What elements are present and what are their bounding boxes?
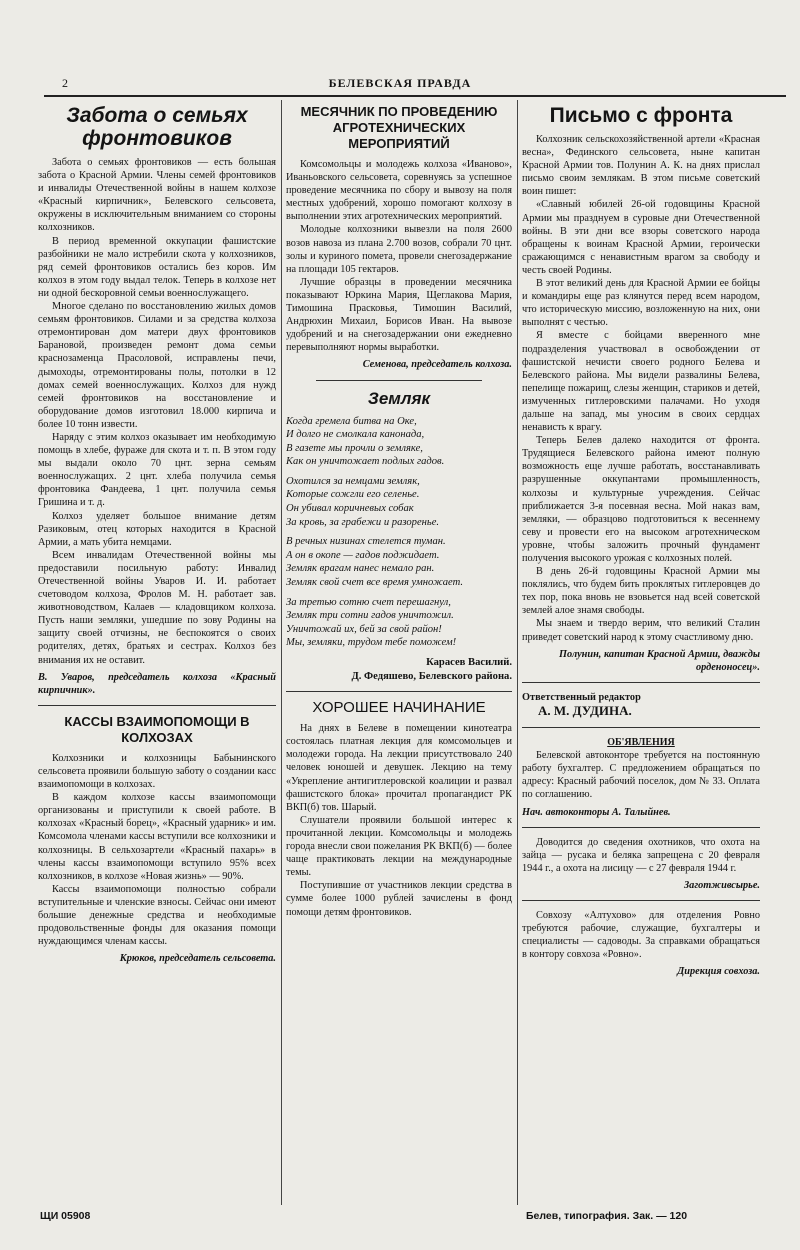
article-signature: Крюков, председатель сельсовета. xyxy=(119,953,276,965)
article-mutual-aid xyxy=(38,714,276,966)
editor-line xyxy=(522,691,760,719)
announcement-text: Белевской автоконторе требуется на постоянную работу бухгалтер. С предложением обращаться по адресу: Красный рабочий поселок, дом № 33. Оплата по соглашению. xyxy=(522,750,760,801)
article-front-letter xyxy=(522,104,760,674)
poem-line: Земляк три сотни гадов уничтожил. xyxy=(286,610,454,622)
poem-line: И долго не смолкала канонада, xyxy=(286,429,425,441)
poem-stanza xyxy=(286,415,512,469)
article-paragraph: Теперь Белев далеко находится от фронта. Трудящиеся Белевского района имеют полную возможность еще лучше работать, восстанавливать разрушенные оккупантами промышленность, колхозы и культурные учреждения. Сейчас приближается 3-я посевная весна. Мой наказ вам, земляки, — образцово подготовиться к весеннему севу и провести его на высоком агротехническом уровне, чтобы заложить прочный фундамент получения высокого урожая с колхозных полей. xyxy=(522,435,760,564)
masthead-rule xyxy=(44,95,786,97)
article-divider xyxy=(316,380,482,381)
poem-line: В речных низинах стелется туман. xyxy=(286,536,446,548)
announcement-signature: Заготживсырье. xyxy=(683,879,760,891)
article-divider xyxy=(38,705,276,706)
announcements xyxy=(522,736,760,978)
article-paragraph: Колхозник сельскохозяйственной артели «Красная весна», Фединского сельсовета, ныне капитан Красной Армии тов. Полунин А. К. на днях прислал письмо своим землякам. В этом письме советский воин пишет: xyxy=(522,134,760,198)
article-signature: Полунин, капитан Красной Армии, дважды орденоносец». xyxy=(559,648,760,673)
article-paragraph: Молодые колхозники вывезли на поля 2600 возов навоза из плана 2.700 возов, собрали 70 цнт. золы и куриного помета, провели снегозадержание на площади 105 гектаров. xyxy=(286,224,512,275)
article-paragraph: Слушатели проявили большой интерес к прочитанной лекции. Комсомольцы и молодежь города внесли свои пожелания РК ВКП(б) — более чаще практиковать лекции на международные темы. xyxy=(286,814,512,879)
poem-place: Д. Федяшево, Белевского района. xyxy=(351,670,512,682)
article-paragraph: В этот великий день для Красной Армии ее бойцы и командиры еще раз клянутся перед всем народом, что историческую миссию, возложенную на них, они выполнят с честью. xyxy=(522,278,760,329)
article-paragraph: В период временной оккупации фашистские разбойники не мало истребили скота у колхозников, ряд семей фронтовиков остались без коров. Им колхоз в этом году выдал телок. Теперь в колхозе нет ни одной бескоровной семьи военнослужащего. xyxy=(38,235,276,299)
poem-line: А он в окопе — гадов поджидает. xyxy=(286,549,440,561)
poem-stanza xyxy=(286,535,512,589)
poem-line: Охотился за немцами земляк, xyxy=(286,475,420,487)
column-3 xyxy=(522,100,760,978)
article-paragraph: Колхоз уделяет большое внимание детям Разиковым, отец которых находится в Красной Армии, а мать убита немцами. xyxy=(38,510,276,548)
poem-line: Мы, земляки, трудом тебе поможем! xyxy=(286,637,457,649)
poem-line: Земляк врагам нанес немало ран. xyxy=(286,563,435,575)
poem-line: Как он уничтожает подлых гадов. xyxy=(286,456,445,468)
poem-line: В газете мы прочли о земляке, xyxy=(286,442,423,454)
poem-stanza xyxy=(286,596,512,650)
announcement-divider xyxy=(522,900,760,901)
article-title: МЕСЯЧНИК ПО ПРОВЕДЕНИЮ АГРОТЕХНИЧЕСКИХ МЕРОПРИЯТИЙ xyxy=(300,104,498,151)
poem-stanza xyxy=(286,475,512,529)
article-signature: Семенова, председатель колхоза. xyxy=(362,359,512,371)
article-paragraph: Лучшие образцы в проведении месячника показывают Юркина Мария, Щеглакова Мария, Тимошина Прасковья, Тимошин Василий, Андрюхин Михаил, Борисов Иван. На вывозе удобрений и на снегозадержании они ежедневно перевыполняют нормы выработки. xyxy=(286,276,512,354)
article-paragraph: Я вместе с бойцами вверенного мне подразделения участвовал в освобождении от фашистской нечисти своего родного Белева и Белевского района. Мы видели развалины Белева, пепелище пожарищ, слезы женщин, стариков и детей, измученных гитлеровскими палачами. Но уходя дальше на запад, мы уносим в своих сердцах ненависть к врагу. xyxy=(522,330,760,434)
editor-name: А. М. ДУДИНА. xyxy=(538,702,632,718)
article-title: КАССЫ ВЗАИМОПОМОЩИ В КОЛХОЗАХ xyxy=(64,713,250,745)
poem-line: Уничтожай их, бей за свой район! xyxy=(286,623,442,635)
announcements-title: ОБ'ЯВЛЕНИЯ xyxy=(607,737,675,749)
print-code: ЩИ 05908 xyxy=(40,1210,91,1222)
article-paragraph: На днях в Белеве в помещении кинотеатра состоялась платная лекция для комсомольцев и молодежи города. На лекции присутствовало 240 человек юношей и девушек. Лекцию на тему «Укрепление антигитлеровской коалиции и развал фашистского блока» прочитал пропагандист РК ВКП(б) тов. Шарый. xyxy=(286,723,512,813)
poem-line: За третью сотню счет перешагнул, xyxy=(286,596,451,608)
announcement-text: Доводится до сведения охотников, что охота на зайца — русака и беляка запрещена с 20 февраля 1944 г., а охота на лисицу — с 27 февраля 1944 г. xyxy=(522,836,760,874)
page-number: 2 xyxy=(62,76,68,90)
article-title: ХОРОШЕЕ НАЧИНАНИЕ xyxy=(312,699,486,717)
article-paragraph: Наряду с этим колхоз оказывает им необходимую помощь в хлебе, фураже для скота и т. п. В этом году мы выдали около 70 цнт. зерна семьям военнослужащих. 2 цнт. хлеба получила семья фронтовика Фандеева, 1 цнт. получила семья Гришина и т. д. xyxy=(38,431,276,509)
article-divider xyxy=(522,682,760,683)
column-2 xyxy=(286,100,512,919)
article-title: Забота о семьях фронтовиков xyxy=(66,104,248,150)
poem-line: Он убивал коричневых собак xyxy=(286,503,414,515)
column-divider xyxy=(517,100,518,1205)
article-paragraph: В каждом колхозе кассы взаимопомощи организованы и приступили к своей работе. В колхозах «Красный борец», «Красный ударник» и им. Комсомола членами кассы вступили все колхозники и колхозницы. В сельхозартели «Красный пахарь» в члены кассы взаимопомощи вступило 95% всех колхозников, в колхозе «Новая жизнь» — 90%. xyxy=(38,792,276,882)
article-good-start xyxy=(286,700,512,918)
article-paragraph: Всем инвалидам Отечественной войны мы предоставили посильную работу: Инвалид Отечественной войны Уваров И. И. работает счетоводом колхоза, Фролов М. Н. работает зав. животноводством, Калаев — кладовщиком колхоза. Пусть наши земляки, ушедшие по зову Родины на защиту своей отчизны, не беспокоятся о своих родителях, детях, братьях и сестрах. Колхоз без внимания их не оставит. xyxy=(38,549,276,666)
announcement-signature: Нач. автоконторы А. Талыйнев. xyxy=(522,806,671,818)
announcement-text: Совхозу «Алтухово» для отделения Ровно требуются рабочие, служащие, бухгалтеры и специалисты — садоводы. За справками обращаться в контору совхоза «Ровно». xyxy=(522,909,760,961)
announcement-signature: Дирекция совхоза. xyxy=(677,966,760,978)
article-paragraph: Мы знаем и твердо верим, что великий Сталин приведет советский народ к этому счастливому дню. xyxy=(522,618,760,643)
poem-line: За кровь, за грабежи и разоренье. xyxy=(286,516,440,528)
column-1 xyxy=(38,100,276,965)
article-paragraph: Кассы взаимопомощи полностью собрали вступительные и членские взносы. Сейчас они имеют большие денежные средства и необходимые продовольственные фонды для оказания помощи нуждающимся членам кассы. xyxy=(38,883,276,948)
column-divider xyxy=(281,100,282,1205)
poem-zemlyak xyxy=(286,389,512,684)
editor-label: Ответственный редактор xyxy=(522,691,641,703)
poem-author: Карасев Василий. xyxy=(426,657,512,668)
poem-line: Земляк свой счет все время умножает. xyxy=(286,577,463,589)
poem-line: Которые сожгли его селенье. xyxy=(286,489,420,501)
article-paragraph: В день 26-й годовщины Красной Армии мы поклялись, что будем бить проклятых гитлеровцев до тех пор, пока вновь не взовьется над всей советской землей алое знамя свободы. xyxy=(522,566,760,617)
article-paragraph: Комсомольцы и молодежь колхоза «Иваново», Иваньовского сельсовета, соревнуясь за успешное проведение месячника по сбору и вывозу на поля местных удобрений, хорошо помогают колхозу в выполнении этих агротехнических мероприятий. xyxy=(286,159,512,223)
article-paragraph: Забота о семьях фронтовиков — есть большая забота о Красной Армии. Члены семей фронтовиков и инвалиды Отечественной войны в нашем колхозе «Красный кирпичник», Белевского сельсовета, окружены в исключительным вниманием со стороны колхозников. xyxy=(38,157,276,234)
article-family-care xyxy=(38,104,276,697)
article-divider xyxy=(522,727,760,728)
article-paragraph: Многое сделано по восстановлению жилых домов семьям фронтовиков. Силами и за средства колхоза отремонтирован дом матери двух фронтовиков Барановой, произведен ремонт дома семьи краснозаменца Прасоловой, исправлены печи, дымоходы, отремонтированы полы, потолки в 12 домах семей военнослужащих. Колхоз для нужд семей фронтовиков на восстановление и оборудование домов изготовил 18.000 кирпича и более 10 тонн извести. xyxy=(38,301,276,430)
poem-line: Когда гремела битва на Оке, xyxy=(286,415,417,427)
poem-title: Земляк xyxy=(367,388,431,408)
article-signature: В. Уваров, председатель колхоза «Красный кирпичник». xyxy=(38,671,276,696)
article-paragraph: «Славный юбилей 26-ой годовщины Красной Армии мы празднуем в суровые дни Отечественной войны. В эти дни все взоры советского народа обращены к воинам Красной Армии, героически сражающимся с ненавистным врагом за свободу и честь своей Родины. xyxy=(522,199,760,276)
article-paragraph: Поступившие от участников лекции средства в сумме более 1000 рублей зачислены в фонд помощи детям фронтовиков. xyxy=(286,880,512,918)
printer-info: Белев, типография. Зак. — 120 xyxy=(526,1210,688,1222)
article-paragraph: Колхозники и колхозницы Бабынинского сельсовета проявили большую заботу о создании касс взаимопомощи в колхозах. xyxy=(38,752,276,791)
announcement-divider xyxy=(522,827,760,828)
article-title: Письмо с фронта xyxy=(549,104,733,127)
masthead-title: БЕЛЕВСКАЯ ПРАВДА xyxy=(328,76,472,90)
article-agro-month xyxy=(286,104,512,372)
article-divider xyxy=(286,691,512,692)
